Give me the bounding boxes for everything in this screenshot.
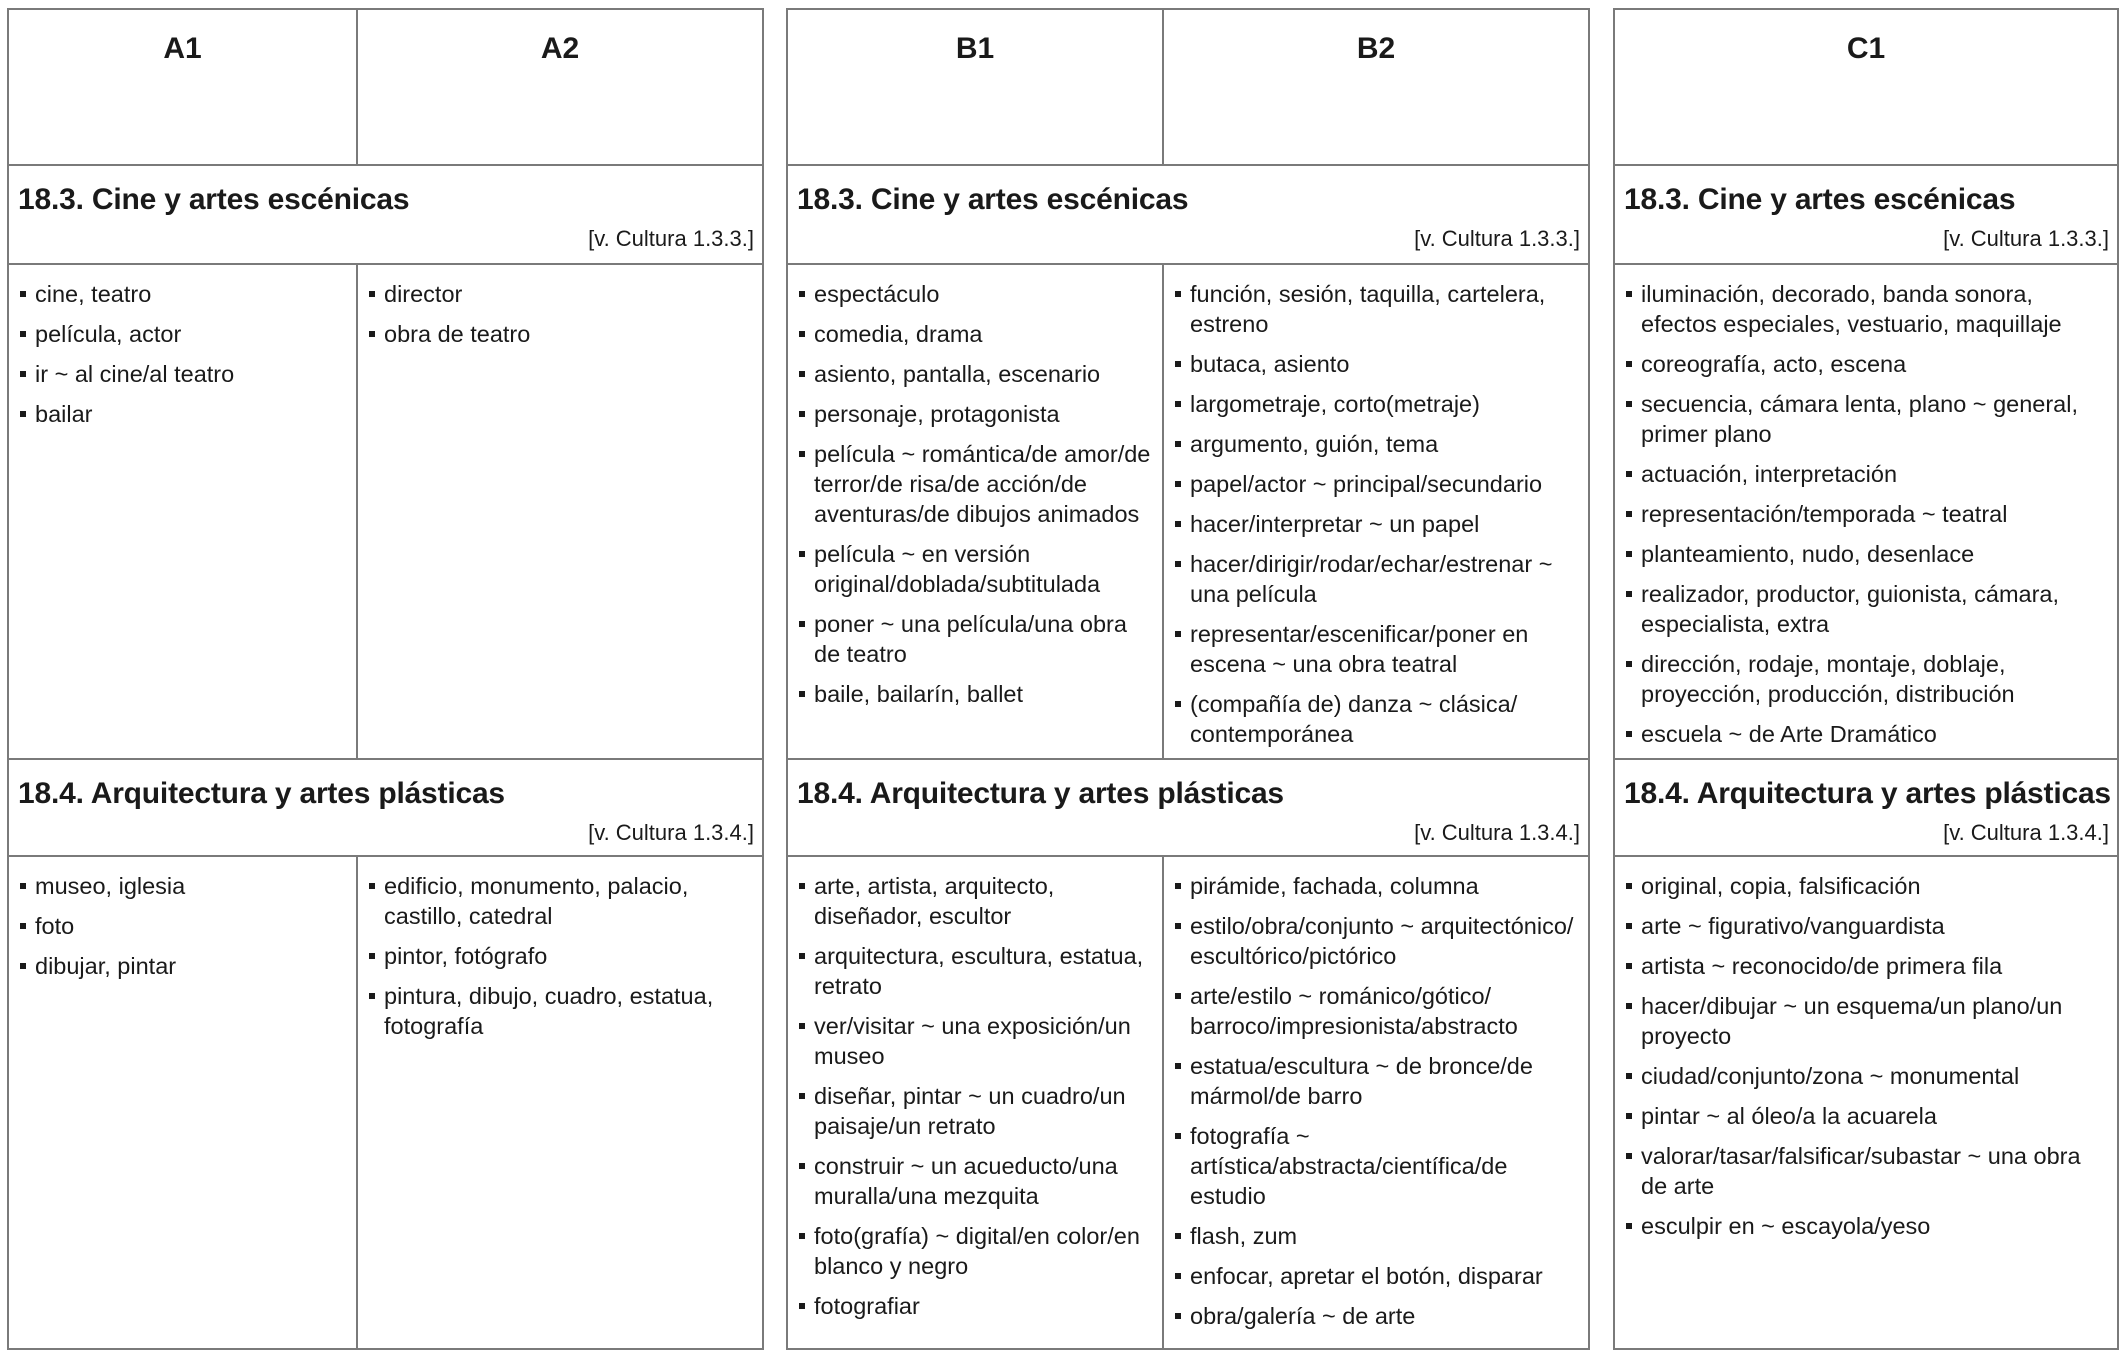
column-b1 xyxy=(788,857,1164,1348)
vocab-item: asiento, pantalla, escenario xyxy=(799,359,1152,389)
vocab-item: hacer/dibujar ~ un esquema/un plano/un proyecto xyxy=(1626,991,2107,1051)
section-title: 18.4. Arquitectura y artes plásticas xyxy=(797,777,1284,810)
column-b2 xyxy=(1164,857,1588,1348)
vocab-item: butaca, asiento xyxy=(1175,349,1578,379)
section-title: 18.4. Arquitectura y artes plásticas xyxy=(1624,777,2111,810)
vocab-item: planteamiento, nudo, desenlace xyxy=(1626,539,2107,569)
vocab-item: estilo/obra/conjunto ~ arquitectónico/ escultórico/pictórico xyxy=(1175,911,1578,971)
vocab-item: foto(grafía) ~ digital/en color/en blanco y negro xyxy=(799,1221,1152,1281)
vocab-item: diseñar, pintar ~ un cuadro/un paisaje/un retrato xyxy=(799,1081,1152,1141)
vocab-item: pintura, dibujo, cuadro, estatua, fotografía xyxy=(369,981,752,1041)
vocab-item: espectáculo xyxy=(799,279,1152,309)
section-title: 18.4. Arquitectura y artes plásticas xyxy=(18,777,505,810)
vocab-item: construir ~ un acueducto/una muralla/una mezquita xyxy=(799,1151,1152,1211)
vocab-item: personaje, protagonista xyxy=(799,399,1152,429)
vocab-item: argumento, guión, tema xyxy=(1175,429,1578,459)
panel-c1 xyxy=(1613,8,2119,1350)
section-reference: [v. Cultura 1.3.3.] xyxy=(1943,226,2109,251)
level-header-row xyxy=(9,10,762,166)
vocab-item: secuencia, cámara lenta, plano ~ general, primer plano xyxy=(1626,389,2107,449)
level-cell-b2 xyxy=(1164,10,1588,164)
vocab-item: bailar xyxy=(20,399,346,429)
section-reference: [v. Cultura 1.3.4.] xyxy=(1414,820,1580,845)
vocab-list xyxy=(788,857,1162,1321)
vocab-item: (compañía de) danza ~ clásica/ contemporánea xyxy=(1175,689,1578,749)
vocab-item: realizador, productor, guionista, cámara, especialista, extra xyxy=(1626,579,2107,639)
section-header-cine xyxy=(9,166,762,265)
vocab-item: pintar ~ al óleo/a la acuarela xyxy=(1626,1101,2107,1131)
vocab-item: escuela ~ de Arte Dramático xyxy=(1626,719,2107,749)
level-cell-a1 xyxy=(9,10,358,164)
vocab-item: hacer/interpretar ~ un papel xyxy=(1175,509,1578,539)
vocab-item: foto xyxy=(20,911,346,941)
vocab-item: baile, bailarín, ballet xyxy=(799,679,1152,709)
column-a2 xyxy=(358,857,762,1348)
level-label: A2 xyxy=(540,32,580,65)
section-reference: [v. Cultura 1.3.4.] xyxy=(588,820,754,845)
vocab-item: iluminación, decorado, banda sonora, efectos especiales, vestuario, maquillaje xyxy=(1626,279,2107,339)
vocab-item: obra/galería ~ de arte xyxy=(1175,1301,1578,1331)
vocab-item: obra de teatro xyxy=(369,319,752,349)
section-body-arquitectura xyxy=(9,857,762,1348)
vocab-item: ver/visitar ~ una exposición/un museo xyxy=(799,1011,1152,1071)
vocab-item: comedia, drama xyxy=(799,319,1152,349)
vocab-item: ciudad/conjunto/zona ~ monumental xyxy=(1626,1061,2107,1091)
vocab-item: arte, artista, arquitecto, diseñador, escultor xyxy=(799,871,1152,931)
vocab-item: hacer/dirigir/rodar/echar/estrenar ~ una película xyxy=(1175,549,1578,609)
vocab-item: función, sesión, taquilla, cartelera, estreno xyxy=(1175,279,1578,339)
vocab-item: arte ~ figurativo/vanguardista xyxy=(1626,911,2107,941)
vocab-item: museo, iglesia xyxy=(20,871,346,901)
section-header-arquitectura xyxy=(9,758,762,857)
vocab-item: valorar/tasar/falsificar/subastar ~ una obra de arte xyxy=(1626,1141,2107,1201)
vocab-item: artista ~ reconocido/de primera fila xyxy=(1626,951,2107,981)
section-body-arquitectura xyxy=(1615,857,2117,1348)
section-header-cine xyxy=(788,166,1588,265)
vocab-list xyxy=(1615,857,2117,1241)
level-header-row xyxy=(1615,10,2117,166)
panel-b1-b2 xyxy=(786,8,1590,1350)
column-b1 xyxy=(788,265,1164,758)
section-reference: [v. Cultura 1.3.3.] xyxy=(1414,226,1580,251)
vocab-item: ir ~ al cine/al teatro xyxy=(20,359,346,389)
vocab-item: edificio, monumento, palacio, castillo, catedral xyxy=(369,871,752,931)
vocab-item: actuación, interpretación xyxy=(1626,459,2107,489)
vocab-item: papel/actor ~ principal/secundario xyxy=(1175,469,1578,499)
vocab-item: enfocar, apretar el botón, disparar xyxy=(1175,1261,1578,1291)
column-a1 xyxy=(9,265,358,758)
vocab-item: estatua/escultura ~ de bronce/de mármol/de barro xyxy=(1175,1051,1578,1111)
section-body-cine xyxy=(788,265,1588,758)
column-a2 xyxy=(358,265,762,758)
vocab-list xyxy=(358,857,762,1041)
vocab-list xyxy=(358,265,762,349)
section-title: 18.3. Cine y artes escénicas xyxy=(797,183,1189,216)
section-header-arquitectura xyxy=(1615,758,2117,857)
vocab-item: película ~ en versión original/doblada/subtitulada xyxy=(799,539,1152,599)
column-a1 xyxy=(9,857,358,1348)
vocab-item: original, copia, falsificación xyxy=(1626,871,2107,901)
vocab-item: fotografía ~ artística/abstracta/científica/de estudio xyxy=(1175,1121,1578,1211)
vocab-item: película, actor xyxy=(20,319,346,349)
vocab-item: película ~ romántica/de amor/de terror/de risa/de acción/de aventuras/de dibujos animados xyxy=(799,439,1152,529)
vocab-list xyxy=(9,265,356,429)
vocab-list xyxy=(9,857,356,981)
level-label: A1 xyxy=(163,32,202,65)
section-title: 18.3. Cine y artes escénicas xyxy=(18,183,410,216)
vocab-item: coreografía, acto, escena xyxy=(1626,349,2107,379)
vocab-item: pirámide, fachada, columna xyxy=(1175,871,1578,901)
vocab-item: representación/temporada ~ teatral xyxy=(1626,499,2107,529)
section-body-arquitectura xyxy=(788,857,1588,1348)
vocab-item: arquitectura, escultura, estatua, retrato xyxy=(799,941,1152,1001)
section-body-cine xyxy=(9,265,762,758)
vocab-item: representar/escenificar/poner en escena ~ una obra teatral xyxy=(1175,619,1578,679)
section-reference: [v. Cultura 1.3.4.] xyxy=(1943,820,2109,845)
level-label: B1 xyxy=(955,32,995,65)
vocab-list xyxy=(1164,857,1588,1331)
vocab-item: flash, zum xyxy=(1175,1221,1578,1251)
panel-a1-a2 xyxy=(7,8,764,1350)
level-header-row xyxy=(788,10,1588,166)
vocab-item: director xyxy=(369,279,752,309)
section-title: 18.3. Cine y artes escénicas xyxy=(1624,183,2016,216)
vocab-item: esculpir en ~ escayola/yeso xyxy=(1626,1211,2107,1241)
level-label: C1 xyxy=(1846,32,1886,65)
vocab-item: cine, teatro xyxy=(20,279,346,309)
level-cell-a2 xyxy=(358,10,762,164)
vocab-item: dibujar, pintar xyxy=(20,951,346,981)
vocab-list xyxy=(788,265,1162,709)
section-body-cine xyxy=(1615,265,2117,758)
section-header-arquitectura xyxy=(788,758,1588,857)
section-header-cine xyxy=(1615,166,2117,265)
vocab-item: arte/estilo ~ románico/gótico/ barroco/impresionista/abstracto xyxy=(1175,981,1578,1041)
vocab-list xyxy=(1615,265,2117,749)
section-reference: [v. Cultura 1.3.3.] xyxy=(588,226,754,251)
vocab-list xyxy=(1164,265,1588,749)
vocab-item: poner ~ una película/una obra de teatro xyxy=(799,609,1152,669)
column-b2 xyxy=(1164,265,1588,758)
vocab-item: dirección, rodaje, montaje, doblaje, proyección, producción, distribución xyxy=(1626,649,2107,709)
vocab-item: largometraje, corto(metraje) xyxy=(1175,389,1578,419)
level-label: B2 xyxy=(1356,32,1396,65)
vocab-item: pintor, fotógrafo xyxy=(369,941,752,971)
level-cell-b1 xyxy=(788,10,1164,164)
vocab-item: fotografiar xyxy=(799,1291,1152,1321)
